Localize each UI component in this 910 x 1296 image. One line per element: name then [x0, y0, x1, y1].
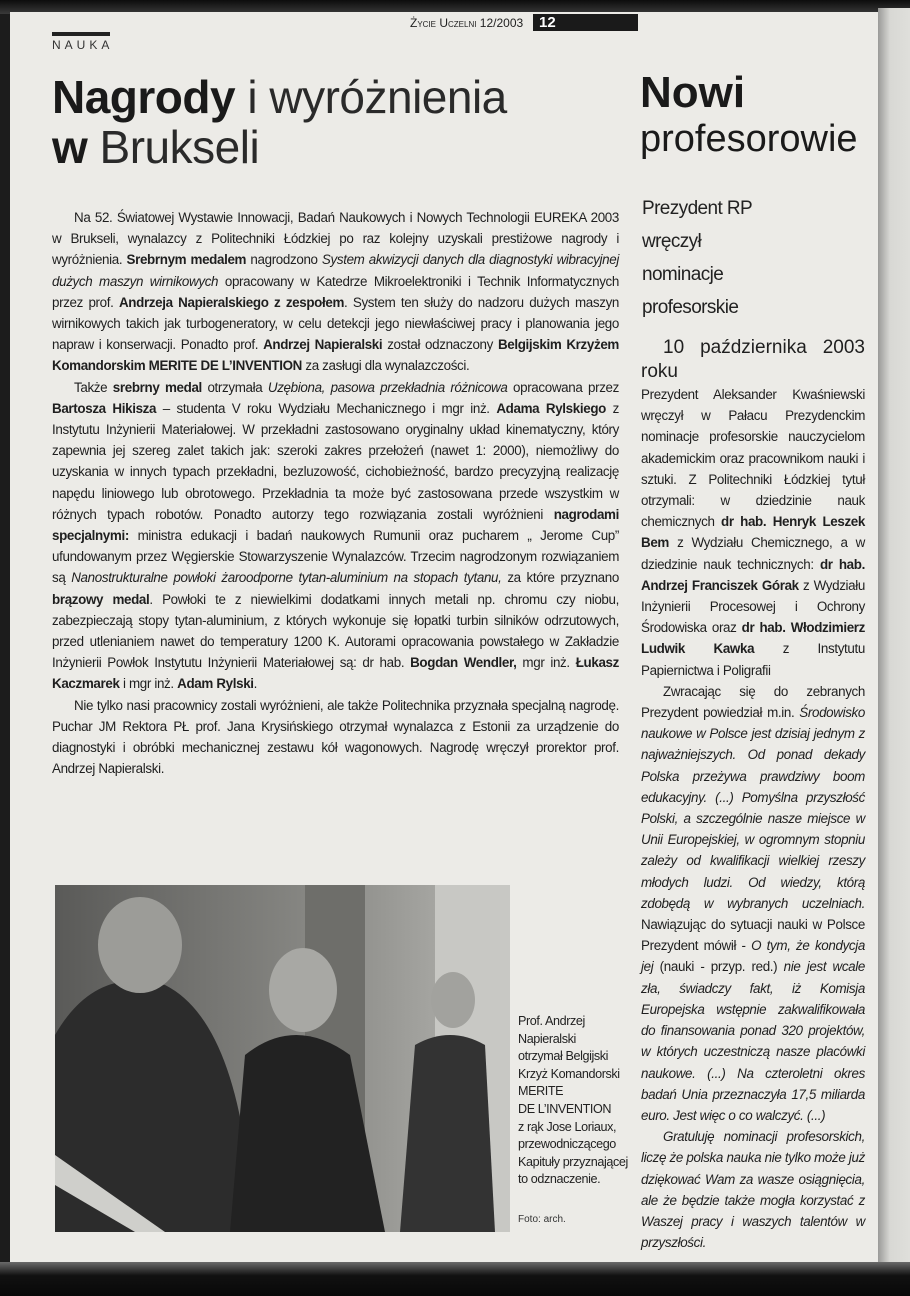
scan-bottom-edge: [0, 1262, 910, 1296]
running-head: Życie Uczelni 12/2003: [410, 16, 524, 30]
text-run: za które przyznano: [501, 570, 619, 586]
text-run: Zwracając się do zebranych Prezydent powiedział m.in.: [641, 683, 865, 721]
bold-text-run: dr hab. Andrzej Franciszek Górak: [641, 556, 865, 593]
text-run: Na 52. Światowej Wystawie Innowacji, Badań Naukowych i Nowych Technologii EUREKA 2003 w Brukseli, wynalazcy z Politechniki Łódzkiej po raz kolejny uzyskali prestiżowe nagrody i wyróżnienia.: [52, 210, 619, 268]
subtitle-line: profesorskie: [642, 297, 739, 318]
text-run: opracowany w Katedrze Mikroelektroniki i Technik Informatycznych przez prof.: [52, 273, 619, 310]
bold-text-run: dr hab. Henryk Leszek Bem: [641, 514, 866, 551]
caption-line: Kapituły przyznającej: [518, 1154, 628, 1169]
text-run: – studenta V roku Wydziału Mechanicznego i mgr inż.: [156, 400, 497, 416]
lead-date: 10 października 2003 roku: [641, 337, 865, 382]
title-light-2: Brukseli: [87, 121, 260, 173]
bold-text-run: Łukasz Kaczmarek: [52, 655, 619, 692]
paragraph: [641, 681, 865, 1126]
italic-text-run: System akwizycji danych dla diagnostyki wibracyjnej dużych maszyn wirnikowych: [52, 252, 619, 289]
bold-text-run: nagrodami specjalnymi:: [52, 506, 619, 544]
text-run: z Wydziału Chemicznego, a w dziedzinie nauk technicznych:: [641, 535, 865, 572]
article2-body: [641, 336, 865, 1253]
text-run: i mgr inż.: [119, 676, 178, 692]
bold-text-run: dr hab. Włodzimierz Ludwik Kawka: [641, 620, 865, 657]
article-body: [52, 207, 619, 779]
page-number: 12: [533, 14, 638, 31]
title-light: profesorowie: [640, 118, 858, 160]
article-title: [52, 72, 507, 172]
paragraph: [52, 207, 619, 377]
paragraph: [52, 377, 619, 695]
text-run: za zasługi dla wynalazczości.: [302, 358, 470, 374]
italic-text-run: Gratuluję nominacji profesorskich, liczę że polska nauka nie tylko może już dziękować Wam za wasze osiągnięcia, ale że będzie także mogła korzystać z Waszej pracy i waszych talentów w przyszłości.: [641, 1129, 865, 1251]
text-run: Nawiązując do sytuacji nauki w Polsce Prezydent mówił -: [641, 917, 865, 954]
subtitle-line: nominacje: [642, 264, 724, 285]
italic-text-run: O tym, że kondycja jej: [641, 938, 865, 975]
bold-text-run: srebrny medal: [112, 379, 202, 395]
caption-line: Krzyż Komandorski: [518, 1066, 620, 1081]
text-run: nagrodzono: [246, 252, 322, 268]
text-run: Także: [74, 379, 113, 395]
bold-text-run: Andrzeja Napieralskiego z zespołem: [118, 294, 345, 310]
paragraph: [641, 1126, 865, 1253]
bold-text-run: Andrzej Napieralski: [263, 337, 383, 353]
text-run: . Powłoki te z niewielkimi dodatkami innych metali np. chromu czy niobu, zabezpieczają stopy tytan-aluminium, z których wykonuje się łopatki turbin silników odrzutowych, przed utlenianiem nawet do temperatury 1200 K. Autorami opracowania powstałego w Zakładzie Inżynierii Powłok Instytutu Inżynierii Materiałowej są: dr hab.: [52, 591, 619, 671]
caption-line: z rąk Jose Loriaux,: [518, 1119, 617, 1134]
text-run: . System ten służy do nadzoru dużych maszyn wirnikowych takich jak turbogeneratory, w celu detekcji jego niewłaściwej pracy i planowania jego napraw i konserwacji. Ponadto prof.: [52, 294, 620, 353]
text-run: opracowana przez: [507, 379, 619, 395]
title-bold-2: w: [52, 121, 88, 173]
caption-line: otrzymał Belgijski: [518, 1049, 609, 1064]
bold-text-run: Adama Rylskiego: [496, 400, 606, 416]
title-light-1: i wyróżnienia: [235, 71, 507, 123]
text-run: został odznaczony: [382, 337, 498, 353]
bold-text-run: brązowy medal: [52, 591, 150, 607]
section-bar: [52, 32, 110, 36]
caption-line: to odznaczenie.: [518, 1172, 601, 1187]
adjacent-page-edge: [878, 8, 910, 1278]
italic-text-run: Uzębiona, pasowa przekładnia różnicowa: [267, 379, 508, 395]
text-run: mgr inż.: [516, 655, 576, 671]
title-bold-1: Nagrody: [52, 71, 236, 123]
caption-line: MERITE: [518, 1084, 564, 1099]
text-run: ministra edukacji i badań naukowych Rumunii oraz pucharem „ Jerome Cup” ufundowanym przez Węgierskie Stowarzyszenie Wynalazców. Trzecim nagrodzonym rozwiązaniem są: [52, 528, 619, 586]
text-run: Prezydent Aleksander Kwaśniewski wręczył w Pałacu Prezydenckim nominacje profesorskie nauczycielom akademickim oraz pracownikom nauki i sztuki. Z Politechniki Łódzkiej tytuł otrzymali: w dziedzinie nauk chemicznych: [641, 387, 865, 530]
caption-line: DE L’INVENTION: [518, 1101, 612, 1116]
section-label: NAUKA: [52, 38, 114, 52]
italic-text-run: nie jest wcale zła, świadczy fakt, iż Komisja Europejska wstępnie zakwalifikowała do finansowania ponad 320 projektów, w których uczestniczą nasze placówki naukowe. (...) Na czteroletni okres badań Unia przeznaczyła 17,5 miliarda euro. Jest więc o co walczyć. (...): [641, 959, 865, 1123]
text-run: .: [253, 676, 258, 692]
italic-text-run: Środowisko naukowe w Polsce jest dzisiaj jednym z najważniejszych. Od ponad dekady Polska przeżywa prawdziwy boom edukacyjny. (...) Pomyślna przyszłość Polski, a szczególnie nasze miejsce w Unii Europejskiej, w ogromnym stopniu zależy od kwalifikacji wielkiej rzeszy młodych ludzi. Od wiedzy, którą zdobędą w wybranych uczelniach.: [641, 705, 865, 911]
caption-line: Napieralski: [518, 1031, 576, 1046]
bold-text-run: Bartosza Hikisza: [52, 400, 157, 416]
text-run: (nauki - przyp. red.): [653, 959, 784, 975]
bold-text-run: Adam Rylski: [177, 676, 254, 692]
bold-text-run: Belgijskim Krzyżem Komandorskim MERITE DE L’INVENTION: [52, 337, 619, 374]
text-run: z Instytutu Papiernictwa i Poligrafii: [641, 641, 865, 678]
subtitle-line: wręczył: [642, 231, 702, 252]
photo-credit: Foto: arch.: [518, 1214, 566, 1225]
subtitle-line: Prezydent RP: [642, 198, 753, 219]
title-bold: Nowi: [640, 68, 746, 117]
text-run: otrzymała: [201, 379, 268, 395]
paragraph: [641, 384, 865, 681]
photo-caption: [518, 1013, 628, 1189]
caption-line: przewodniczącego: [518, 1137, 616, 1152]
text-run: z Wydziału Inżynierii Procesowej i Ochrony Środowiska oraz: [641, 577, 865, 636]
italic-text-run: Nanostrukturalne powłoki żaroodporne tytan-aluminium na stopach tytanu,: [71, 570, 502, 586]
award-photo: [55, 885, 510, 1232]
text-run: z Instytutu Inżynierii Materiałowej. W przekładni zastosowano oryginalny układ kinematyczny, który zapewnia jej szereg zalet takich jak: szeroki zakres przełożeń (nawet 1: 2000), niemożliwy do uzyskania w innych typach przekładni, bezluzowość, cichobieżność, bardzo precyzyjną realizację napędu liniowego lub obrotowego. Przekładnia ta może być zastosowana przede wszystkim w różnych typach robotów. Ponadto autorzy tego rozwiązania zostali wyróżnieni: [52, 400, 620, 522]
article2-subtitle: [642, 192, 752, 324]
text-run: Nie tylko nasi pracownicy zostali wyróżnieni, ale także Politechnika przyznała specjalną nagrodę. Puchar JM Rektora PŁ prof. Jana Krysińskiego otrzymał wynalazca z Estonii za urządzenie do diagnostyki i obróbki mechanicznej zestawu kół wagonowych. Nagrodę wręczył prorektor prof. Andrzej Napieralski.: [52, 697, 619, 777]
paragraph: [52, 695, 619, 780]
bold-text-run: Srebrnym medalem: [126, 252, 247, 268]
article2-title: [640, 70, 858, 162]
caption-line: Prof. Andrzej: [518, 1014, 585, 1028]
bold-text-run: Bogdan Wendler,: [410, 655, 517, 671]
